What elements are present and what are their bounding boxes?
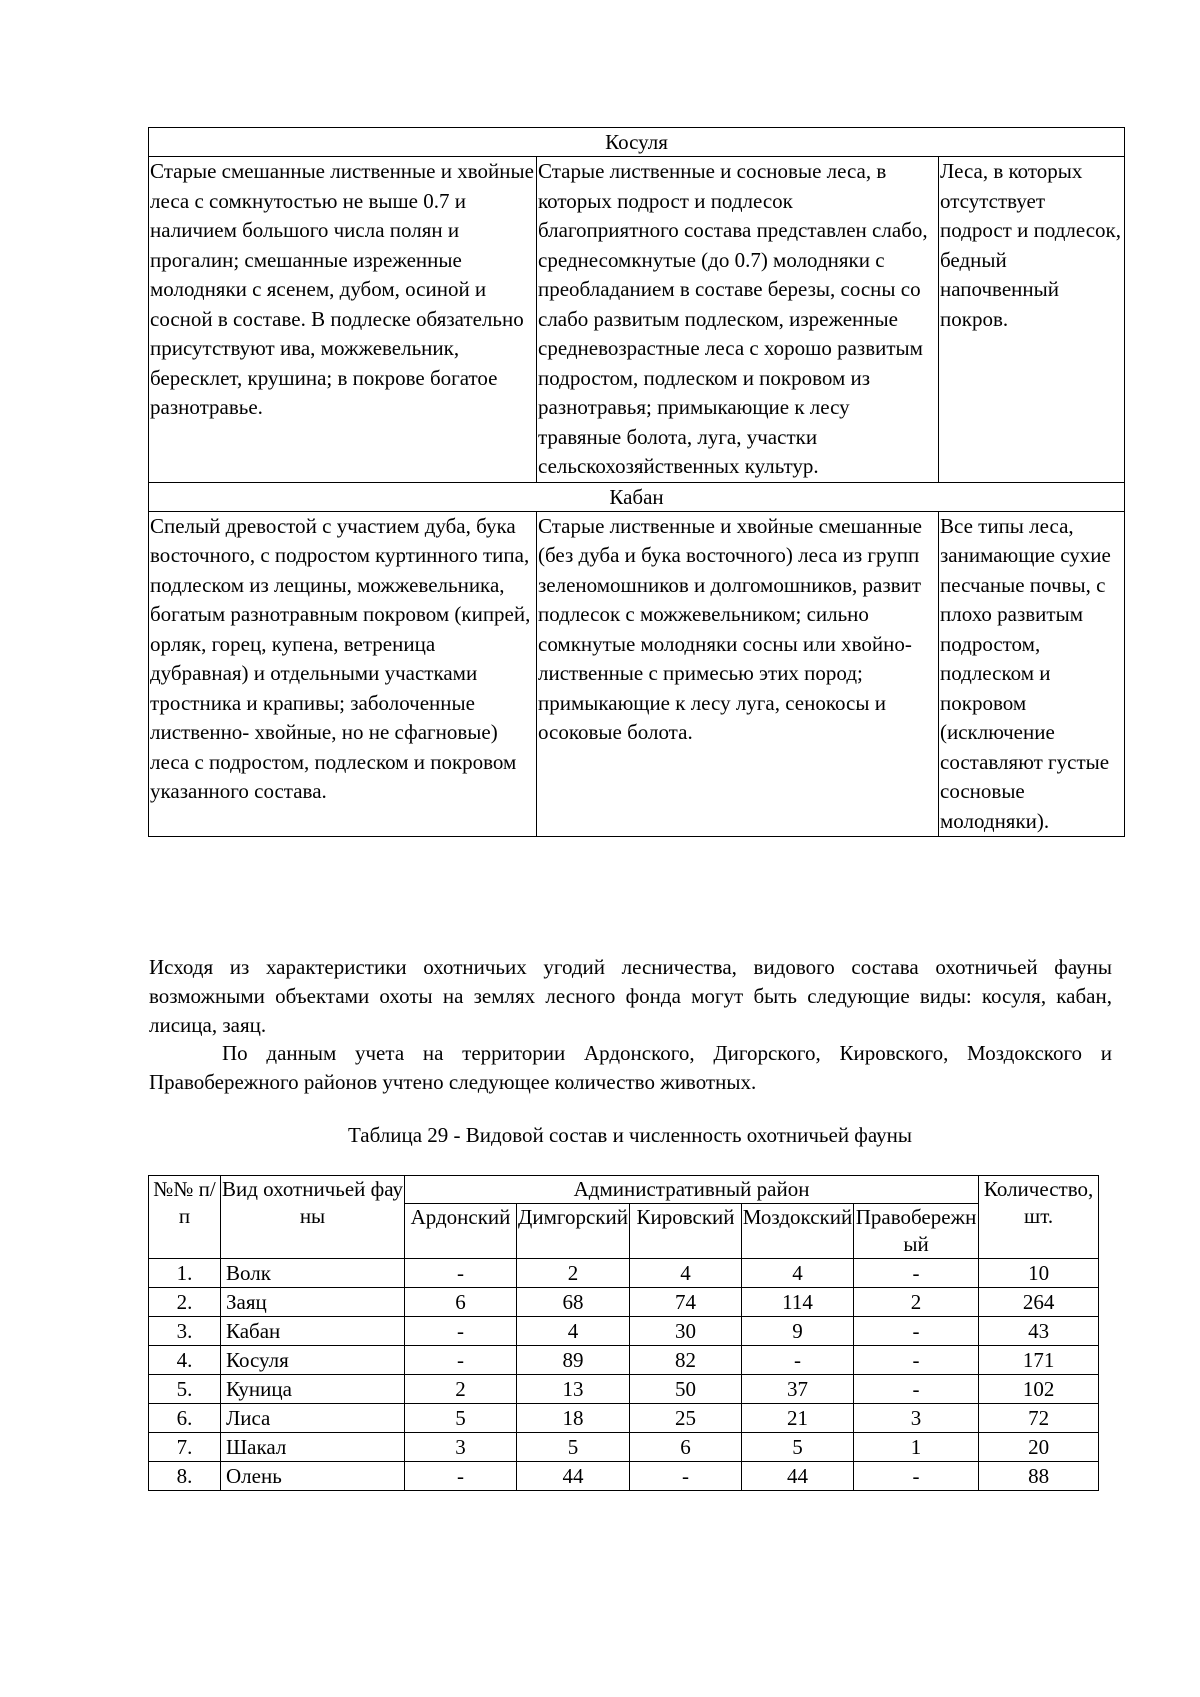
district-count: - — [405, 1462, 517, 1491]
district-count: - — [854, 1346, 979, 1375]
district-count: 9 — [742, 1317, 854, 1346]
table-row — [149, 1404, 1099, 1433]
row-number: 7. — [149, 1433, 221, 1462]
district-count: 114 — [742, 1288, 854, 1317]
species-name: Олень — [221, 1462, 405, 1491]
district-count: 4 — [630, 1259, 742, 1288]
species-name: Куница — [221, 1375, 405, 1404]
total-count: 88 — [979, 1462, 1099, 1491]
district-count: 44 — [517, 1462, 630, 1491]
district-count: 5 — [405, 1404, 517, 1433]
species-heading: Косуля — [149, 128, 1125, 157]
table-row — [149, 1288, 1099, 1317]
district-count: 2 — [854, 1288, 979, 1317]
district-count: - — [854, 1317, 979, 1346]
row-number: 2. — [149, 1288, 221, 1317]
district-count: - — [854, 1462, 979, 1491]
district-count: 4 — [742, 1259, 854, 1288]
district-count: 2 — [405, 1375, 517, 1404]
row-number: 4. — [149, 1346, 221, 1375]
table-row — [149, 1259, 1099, 1288]
habitat-cell: Старые смешанные лиственные и хвойные леса с сомкнутостью не выше 0.7 и наличием большого числа полян и прогалин; смешанные изреженные молодняки с ясенем, дубом, осиной и сосной в составе. В подлеске обязательно присутствуют ива, можжевельник, бересклет, крушина; в покрове богатое разнотравье. — [149, 157, 537, 483]
district-count: 50 — [630, 1375, 742, 1404]
district-count: 3 — [854, 1404, 979, 1433]
district-count: 3 — [405, 1433, 517, 1462]
header-district: Димгорский — [517, 1204, 630, 1259]
table-caption: Таблица 29 - Видовой состав и численность охотничьей фауны — [347, 1123, 913, 1147]
species-name: Лиса — [221, 1404, 405, 1433]
table-row — [149, 1433, 1099, 1462]
header-district: Моздокский — [742, 1204, 854, 1259]
district-count: 44 — [742, 1462, 854, 1491]
row-number: 1. — [149, 1259, 221, 1288]
district-count: - — [405, 1259, 517, 1288]
total-count: 264 — [979, 1288, 1099, 1317]
habitat-cell: Спелый древостой с участием дуба, бука восточного, с подростом куртинного типа, подлеском из лещины, можжевельника, богатым разнотравным покровом (кипрей, орляк, горец, купена, ветреница дубравная) и отдельными участками тростника и крапивы; заболоченные лиственно- хвойные, но не сфагновые) леса с подростом, подлеском и покровом указанного состава. — [149, 511, 537, 837]
fauna-table-body — [149, 1259, 1099, 1491]
district-count: 5 — [742, 1433, 854, 1462]
district-count: 89 — [517, 1346, 630, 1375]
header-species: Вид охотничьей фауны — [221, 1176, 405, 1259]
header-district: Ардонский — [405, 1204, 517, 1259]
district-count: 37 — [742, 1375, 854, 1404]
district-count: - — [405, 1317, 517, 1346]
header-total: Количество, шт. — [979, 1176, 1099, 1259]
district-count: 30 — [630, 1317, 742, 1346]
total-count: 102 — [979, 1375, 1099, 1404]
header-district: Кировский — [630, 1204, 742, 1259]
district-count: 1 — [854, 1433, 979, 1462]
habitat-cell: Старые лиственные и сосновые леса, в которых подрост и подлесок благоприятного состава представлен слабо, среднесомкнутые (до 0.7) молодняки с преобладанием в составе березы, сосны со слабо развитым подлеском, изреженные средневозрастные леса с хорошо развитым подростом, подлеском и покровом из разнотравья; примыкающие к лесу травяные болота, луга, участки сельскохозяйственных культур. — [537, 157, 939, 483]
total-count: 43 — [979, 1317, 1099, 1346]
body-paragraph: Исходя из характеристики охотничьих угодий лесничества, видового состава охотничьей фауны возможными объектами охоты на землях лесного фонда могут быть следующие виды: косуля, кабан, лисица, заяц. — [149, 955, 1112, 1037]
district-count: - — [742, 1346, 854, 1375]
row-number: 8. — [149, 1462, 221, 1491]
row-number: 6. — [149, 1404, 221, 1433]
species-name: Кабан — [221, 1317, 405, 1346]
species-name: Волк — [221, 1259, 405, 1288]
table-row — [149, 1317, 1099, 1346]
table-row — [149, 1462, 1099, 1491]
species-heading: Кабан — [149, 482, 1125, 511]
header-district: Правобережный — [854, 1204, 979, 1259]
district-count: 68 — [517, 1288, 630, 1317]
habitat-table — [148, 127, 1125, 837]
habitat-cell: Леса, в которых отсутствует подрост и подлесок, бедный напочвенный покров. — [939, 157, 1125, 483]
habitat-row — [149, 511, 1125, 837]
species-name: Шакал — [221, 1433, 405, 1462]
district-count: 18 — [517, 1404, 630, 1433]
row-number: 3. — [149, 1317, 221, 1346]
total-count: 72 — [979, 1404, 1099, 1433]
district-count: 5 — [517, 1433, 630, 1462]
district-count: 2 — [517, 1259, 630, 1288]
district-count: - — [854, 1259, 979, 1288]
habitat-cell: Старые лиственные и хвойные смешанные (без дуба и бука восточного) леса из групп зеленомошников и долгомошников, развит подлесок с можжевельником; сильно сомкнутые молодняки сосны или хвойно-лиственные с примесью этих пород; примыкающие к лесу луга, сенокосы и осоковые болота. — [537, 511, 939, 837]
table-row — [149, 1346, 1099, 1375]
species-name: Косуля — [221, 1346, 405, 1375]
section-header-row — [149, 128, 1125, 157]
district-count: - — [854, 1375, 979, 1404]
table-row — [149, 1375, 1099, 1404]
habitat-row — [149, 157, 1125, 483]
district-count: 6 — [630, 1433, 742, 1462]
section-header-row — [149, 482, 1125, 511]
district-count: 25 — [630, 1404, 742, 1433]
total-count: 171 — [979, 1346, 1099, 1375]
district-count: - — [405, 1346, 517, 1375]
fauna-table — [148, 1175, 1099, 1491]
district-count: 82 — [630, 1346, 742, 1375]
species-name: Заяц — [221, 1288, 405, 1317]
district-count: 4 — [517, 1317, 630, 1346]
header-district-group: Административный район — [405, 1176, 979, 1204]
header-row — [149, 1176, 1099, 1204]
row-number: 5. — [149, 1375, 221, 1404]
district-count: 74 — [630, 1288, 742, 1317]
district-count: - — [630, 1462, 742, 1491]
body-paragraph: По данным учета на территории Ардонского, Дигорского, Кировского, Моздокского и Правобережного районов учтено следующее количество животных. — [149, 1041, 1112, 1094]
district-count: 13 — [517, 1375, 630, 1404]
total-count: 20 — [979, 1433, 1099, 1462]
district-count: 6 — [405, 1288, 517, 1317]
district-count: 21 — [742, 1404, 854, 1433]
habitat-cell: Все типы леса, занимающие сухие песчаные почвы, с плохо развитым подростом, подлеском и покровом (исключение составляют густые сосновые молодняки). — [939, 511, 1125, 837]
header-num: №№ п/п — [149, 1176, 221, 1259]
total-count: 10 — [979, 1259, 1099, 1288]
